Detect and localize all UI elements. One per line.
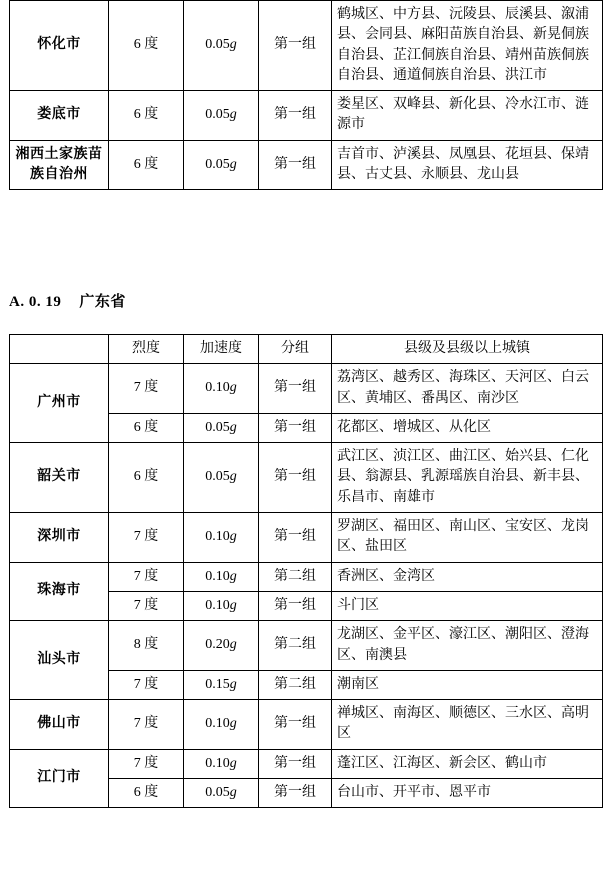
acceleration-cell (184, 749, 259, 778)
intensity-cell: 7 度 (109, 700, 184, 750)
acceleration-unit: g (229, 380, 237, 396)
acceleration-value: 0.10 (205, 568, 230, 584)
group-cell: 第一组 (259, 779, 332, 808)
table-header-row (10, 335, 603, 364)
city-cell: 江门市 (10, 749, 109, 808)
acceleration-unit: g (229, 568, 237, 584)
table-row (10, 700, 603, 750)
table-row (10, 91, 603, 141)
acceleration-value: 0.05 (205, 419, 230, 435)
acceleration-value: 0.05 (205, 469, 230, 485)
table-row (10, 364, 603, 414)
acceleration-unit: g (229, 637, 237, 653)
towns-cell: 龙湖区、金平区、濠江区、潮阳区、澄海区、南澳县 (332, 621, 603, 671)
intensity-cell: 7 度 (109, 749, 184, 778)
acceleration-unit: g (229, 755, 237, 771)
intensity-cell: 7 度 (109, 670, 184, 699)
city-cell: 韶关市 (10, 443, 109, 513)
acceleration-value: 0.15 (205, 676, 230, 692)
table-body (10, 1, 603, 190)
city-cell: 珠海市 (10, 562, 109, 621)
intensity-cell: 6 度 (109, 1, 184, 91)
table-row (10, 562, 603, 591)
city-cell: 广州市 (10, 364, 109, 443)
acceleration-unit: g (229, 107, 237, 123)
intensity-cell: 6 度 (109, 443, 184, 513)
city-cell: 怀化市 (10, 1, 109, 91)
section-heading (9, 290, 126, 311)
header-towns: 县级及县级以上城镇 (332, 335, 603, 364)
group-cell: 第一组 (259, 591, 332, 620)
acceleration-value: 0.10 (205, 597, 230, 613)
intensity-cell: 6 度 (109, 140, 184, 190)
group-cell: 第一组 (259, 700, 332, 750)
acceleration-cell (184, 513, 259, 563)
acceleration-cell (184, 443, 259, 513)
acceleration-cell (184, 413, 259, 442)
acceleration-cell (184, 91, 259, 141)
table-row (10, 749, 603, 778)
towns-cell: 吉首市、泸溪县、凤凰县、花垣县、保靖县、古丈县、永顺县、龙山县 (332, 140, 603, 190)
group-cell: 第一组 (259, 413, 332, 442)
group-cell: 第一组 (259, 364, 332, 414)
acceleration-unit: g (229, 156, 237, 172)
acceleration-value: 0.05 (205, 156, 230, 172)
acceleration-cell (184, 140, 259, 190)
table-row (10, 443, 603, 513)
group-cell: 第二组 (259, 621, 332, 671)
acceleration-value: 0.10 (205, 716, 230, 732)
acceleration-value: 0.20 (205, 637, 230, 653)
seismic-table-hunan-continued (9, 0, 603, 190)
intensity-cell: 6 度 (109, 413, 184, 442)
towns-cell: 罗湖区、福田区、南山区、宝安区、龙岗区、盐田区 (332, 513, 603, 563)
city-cell: 娄底市 (10, 91, 109, 141)
intensity-cell: 6 度 (109, 779, 184, 808)
acceleration-unit: g (229, 37, 237, 53)
city-cell: 汕头市 (10, 621, 109, 700)
intensity-cell: 7 度 (109, 513, 184, 563)
towns-cell: 花都区、增城区、从化区 (332, 413, 603, 442)
header-intensity: 烈度 (109, 335, 184, 364)
group-cell: 第二组 (259, 562, 332, 591)
intensity-cell: 7 度 (109, 591, 184, 620)
towns-cell: 台山市、开平市、恩平市 (332, 779, 603, 808)
acceleration-unit: g (229, 469, 237, 485)
table-body (10, 335, 603, 808)
city-cell: 深圳市 (10, 513, 109, 563)
acceleration-value: 0.10 (205, 529, 230, 545)
table-row (10, 621, 603, 671)
towns-cell: 娄星区、双峰县、新化县、冷水江市、涟源市 (332, 91, 603, 141)
towns-cell: 荔湾区、越秀区、海珠区、天河区、白云区、黄埔区、番禺区、南沙区 (332, 364, 603, 414)
acceleration-cell (184, 621, 259, 671)
acceleration-unit: g (229, 676, 237, 692)
acceleration-value: 0.05 (205, 107, 230, 123)
acceleration-value: 0.10 (205, 380, 230, 396)
towns-cell: 潮南区 (332, 670, 603, 699)
table-row (10, 513, 603, 563)
header-group: 分组 (259, 335, 332, 364)
section-number: A. 0. 19 (9, 294, 62, 310)
acceleration-cell (184, 1, 259, 91)
towns-cell: 武江区、浈江区、曲江区、始兴县、仁化县、翁源县、乳源瑶族自治县、新丰县、乐昌市、南雄市 (332, 443, 603, 513)
acceleration-unit: g (229, 529, 237, 545)
acceleration-unit: g (229, 419, 237, 435)
towns-cell: 香洲区、金湾区 (332, 562, 603, 591)
group-cell: 第二组 (259, 670, 332, 699)
group-cell: 第一组 (259, 91, 332, 141)
group-cell: 第一组 (259, 513, 332, 563)
group-cell: 第一组 (259, 749, 332, 778)
acceleration-value: 0.05 (205, 785, 230, 801)
acceleration-cell (184, 670, 259, 699)
intensity-cell: 6 度 (109, 91, 184, 141)
header-acceleration: 加速度 (184, 335, 259, 364)
acceleration-cell (184, 591, 259, 620)
towns-cell: 鹤城区、中方县、沅陵县、辰溪县、溆浦县、会同县、麻阳苗族自治县、新晃侗族自治县、芷江侗族自治县、靖州苗族侗族自治县、通道侗族自治县、洪江市 (332, 1, 603, 91)
table-row (10, 140, 603, 190)
towns-cell: 蓬江区、江海区、新会区、鹤山市 (332, 749, 603, 778)
city-cell: 湘西土家族苗族自治州 (10, 140, 109, 190)
acceleration-unit: g (229, 597, 237, 613)
acceleration-cell (184, 364, 259, 414)
acceleration-value: 0.05 (205, 37, 230, 53)
acceleration-value: 0.10 (205, 755, 230, 771)
table-row (10, 1, 603, 91)
group-cell: 第一组 (259, 1, 332, 91)
intensity-cell: 7 度 (109, 364, 184, 414)
seismic-table-guangdong (9, 334, 603, 808)
group-cell: 第一组 (259, 140, 332, 190)
towns-cell: 禅城区、南海区、顺德区、三水区、高明区 (332, 700, 603, 750)
acceleration-cell (184, 700, 259, 750)
acceleration-unit: g (229, 716, 237, 732)
group-cell: 第一组 (259, 443, 332, 513)
header-city (10, 335, 109, 364)
towns-cell: 斗门区 (332, 591, 603, 620)
acceleration-cell (184, 779, 259, 808)
intensity-cell: 7 度 (109, 562, 184, 591)
intensity-cell: 8 度 (109, 621, 184, 671)
section-title: 广东省 (79, 294, 126, 310)
acceleration-unit: g (229, 785, 237, 801)
acceleration-cell (184, 562, 259, 591)
city-cell: 佛山市 (10, 700, 109, 750)
